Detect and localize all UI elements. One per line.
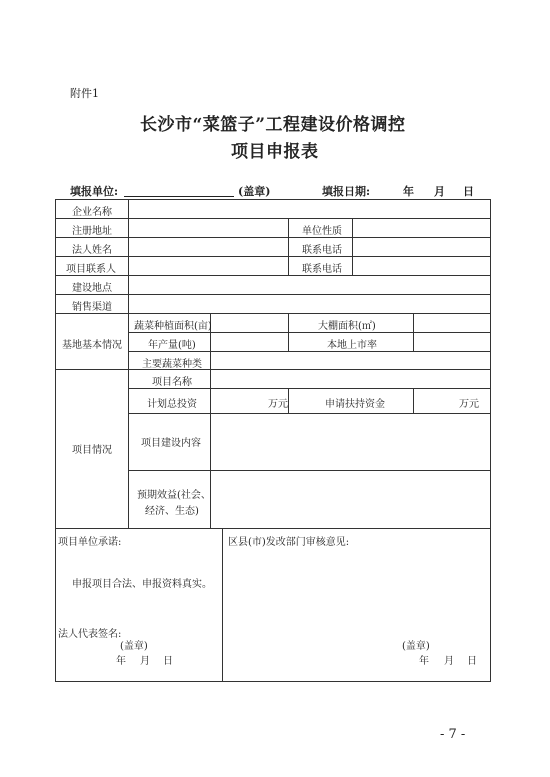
right-month: 月 <box>444 656 454 667</box>
reg-address-label: 注册地址 <box>72 226 112 237</box>
main-varieties-label: 主要蔬菜种类 <box>142 359 202 370</box>
annual-output-label: 年产量(吨) <box>148 340 196 351</box>
left-year: 年 <box>116 656 126 667</box>
unit-nature-label: 单位性质 <box>302 226 342 237</box>
header-year: 年 <box>403 185 414 198</box>
signature-label: 法人代表签名: <box>58 629 122 640</box>
page-title: 长沙市“菜篮子”工程建设价格调控 <box>140 115 406 135</box>
unit-fill-line <box>124 196 234 197</box>
right-seal-label: (盖章) <box>402 641 430 652</box>
company-name-label: 企业名称 <box>72 207 112 218</box>
left-seal-label: (盖章) <box>120 641 148 652</box>
benefit-label-line2: 经济、生态) <box>145 506 199 517</box>
right-year: 年 <box>419 656 429 667</box>
commitment-statement: 申报项目合法、申报资料真实。 <box>72 579 212 590</box>
sales-channel-label: 销售渠道 <box>72 302 112 313</box>
unit-wan-1: 万元 <box>268 399 288 410</box>
review-label: 区县(市)发改部门审核意见: <box>228 537 350 548</box>
project-section-label: 项目情况 <box>72 445 112 456</box>
header-day: 日 <box>463 185 474 198</box>
project-contact-label: 项目联系人 <box>66 264 116 275</box>
left-day: 日 <box>163 656 173 667</box>
greenhouse-area-label: 大棚面积(㎡) <box>318 321 376 332</box>
contact-phone-label-2: 联系电话 <box>302 264 342 275</box>
benefit-label-line1: 预期效益(社会、 <box>137 490 211 501</box>
project-content-label: 项目建设内容 <box>141 438 201 449</box>
unit-wan-2: 万元 <box>459 399 479 410</box>
seal-label: (盖章) <box>238 185 271 198</box>
page-subtitle: 项目申报表 <box>231 142 319 162</box>
planned-investment-label: 计划总投资 <box>147 399 197 410</box>
local-market-rate-label: 本地上市率 <box>327 340 377 351</box>
unit-label: 填报单位: <box>70 185 119 198</box>
support-funds-label: 申请扶持资金 <box>325 399 385 410</box>
date-label: 填报日期: <box>322 185 371 198</box>
contact-phone-label-1: 联系电话 <box>302 245 342 256</box>
commitment-label: 项目单位承诺: <box>58 537 122 548</box>
legal-person-label: 法人姓名 <box>72 245 112 256</box>
veg-area-label: 蔬菜种植面积(亩) <box>134 321 212 332</box>
page-number: - 7 - <box>440 727 466 742</box>
left-month: 月 <box>140 656 150 667</box>
header-month: 月 <box>434 185 445 198</box>
project-name-label: 项目名称 <box>152 377 192 388</box>
build-location-label: 建设地点 <box>72 283 112 294</box>
attachment-label: 附件1 <box>70 87 99 100</box>
base-section-label: 基地基本情况 <box>62 340 122 351</box>
right-day: 日 <box>467 656 477 667</box>
